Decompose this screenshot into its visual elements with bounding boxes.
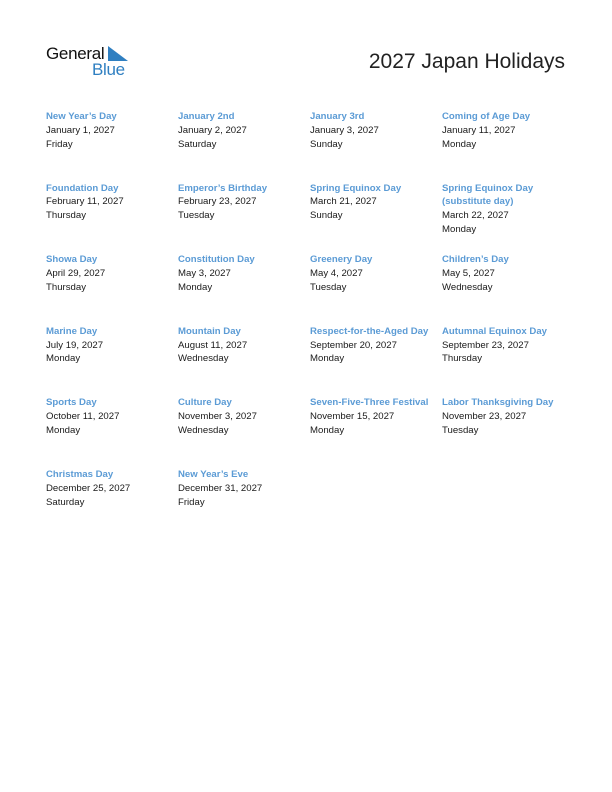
holiday-name: Emperor’s Birthday xyxy=(178,182,268,194)
holiday-item xyxy=(310,325,442,397)
holiday-weekday: Thursday xyxy=(46,210,86,222)
holiday-date: November 3, 2027 xyxy=(178,411,257,423)
holiday-name: Labor Thanksgiving Day xyxy=(442,397,554,409)
holiday-weekday: Wednesday xyxy=(442,281,493,293)
holiday-name: Children’s Day xyxy=(442,254,509,266)
holiday-name: New Year’s Eve xyxy=(178,468,249,480)
holiday-item xyxy=(442,396,576,468)
holiday-item xyxy=(310,253,442,325)
holiday-date: December 31, 2027 xyxy=(178,482,263,494)
holiday-name: Seven-Five-Three Festival xyxy=(310,397,429,409)
holiday-item xyxy=(46,396,178,468)
page-title: 2027 Japan Holidays xyxy=(368,50,565,73)
holiday-weekday: Friday xyxy=(178,496,205,508)
holiday-item xyxy=(178,396,310,468)
holiday-weekday: Tuesday xyxy=(442,424,479,436)
holiday-date: February 11, 2027 xyxy=(46,196,124,208)
holiday-weekday: Thursday xyxy=(442,353,482,365)
holiday-date: October 11, 2027 xyxy=(46,411,120,423)
holiday-date: March 22, 2027 xyxy=(442,210,509,222)
holiday-name: January 2nd xyxy=(178,111,235,122)
holiday-item xyxy=(178,468,310,540)
holiday-name: Culture Day xyxy=(178,397,232,409)
flag-icon xyxy=(108,46,128,61)
holiday-name: Autumnal Equinox Day xyxy=(442,325,548,337)
holiday-item xyxy=(310,110,442,182)
holiday-date: May 3, 2027 xyxy=(178,267,231,279)
holiday-date: December 25, 2027 xyxy=(46,482,131,494)
holiday-item xyxy=(310,396,442,468)
holiday-date: March 21, 2027 xyxy=(310,196,377,208)
holiday-name: Mountain Day xyxy=(178,325,241,337)
holiday-item xyxy=(46,325,178,397)
holiday-weekday: Wednesday xyxy=(178,424,229,436)
holiday-date: May 4, 2027 xyxy=(310,267,363,279)
holiday-date: September 20, 2027 xyxy=(310,339,397,351)
holiday-weekday: Monday xyxy=(46,353,81,365)
logo xyxy=(46,44,136,80)
holiday-name: Sports Day xyxy=(46,397,97,409)
holiday-item xyxy=(310,182,442,254)
holiday-date: May 5, 2027 xyxy=(442,267,495,279)
holiday-item xyxy=(46,182,178,254)
holiday-date: January 11, 2027 xyxy=(442,124,516,136)
holiday-date: January 3, 2027 xyxy=(310,124,379,136)
holiday-grid xyxy=(46,110,576,540)
holiday-item xyxy=(442,182,576,254)
holiday-item xyxy=(46,253,178,325)
holiday-date: November 23, 2027 xyxy=(442,411,527,423)
holiday-date: July 19, 2027 xyxy=(46,339,104,351)
holiday-date: January 1, 2027 xyxy=(46,124,115,136)
holiday-date: April 29, 2027 xyxy=(46,267,106,279)
holiday-weekday: Monday xyxy=(310,353,345,365)
logo-text-blue: Blue xyxy=(92,60,125,79)
holiday-weekday: Monday xyxy=(310,424,345,436)
holiday-item xyxy=(46,468,178,540)
holiday-date: January 2, 2027 xyxy=(178,124,247,136)
holiday-name: Foundation Day xyxy=(46,182,119,194)
holiday-weekday: Saturday xyxy=(46,496,85,508)
holiday-name: January 3rd xyxy=(310,111,365,122)
holiday-item xyxy=(442,110,576,182)
holiday-name: Spring Equinox Day (substitute day) xyxy=(442,182,534,208)
holiday-item xyxy=(178,253,310,325)
holiday-name: Respect-for-the-Aged Day xyxy=(310,325,429,337)
holiday-name: Greenery Day xyxy=(310,254,373,266)
holiday-weekday: Monday xyxy=(442,223,477,235)
holiday-name: New Year’s Day xyxy=(46,111,117,122)
holiday-item xyxy=(178,182,310,254)
holiday-item xyxy=(46,110,178,182)
holiday-weekday: Friday xyxy=(46,138,73,150)
holiday-weekday: Saturday xyxy=(178,138,217,150)
holiday-weekday: Sunday xyxy=(310,138,343,150)
holiday-weekday: Sunday xyxy=(310,210,343,222)
holiday-item xyxy=(178,325,310,397)
holiday-name: Spring Equinox Day xyxy=(310,182,402,194)
holiday-name: Christmas Day xyxy=(46,468,114,480)
holiday-date: February 23, 2027 xyxy=(178,196,257,208)
holiday-date: November 15, 2027 xyxy=(310,411,395,423)
holiday-weekday: Tuesday xyxy=(178,210,215,222)
holiday-name: Coming of Age Day xyxy=(442,111,531,122)
holiday-name: Constitution Day xyxy=(178,254,255,266)
holiday-item xyxy=(178,110,310,182)
holiday-weekday: Thursday xyxy=(46,281,86,293)
holiday-weekday: Monday xyxy=(442,138,477,150)
holiday-date: August 11, 2027 xyxy=(178,339,248,351)
logo-text-general: General xyxy=(46,44,105,63)
holiday-weekday: Wednesday xyxy=(178,353,229,365)
holiday-name: Marine Day xyxy=(46,325,98,337)
holiday-weekday: Monday xyxy=(46,424,81,436)
holiday-weekday: Monday xyxy=(178,281,213,293)
holiday-date: September 23, 2027 xyxy=(442,339,529,351)
holiday-item xyxy=(442,325,576,397)
holiday-item xyxy=(442,253,576,325)
holiday-weekday: Tuesday xyxy=(310,281,347,293)
holiday-name: Showa Day xyxy=(46,254,98,266)
